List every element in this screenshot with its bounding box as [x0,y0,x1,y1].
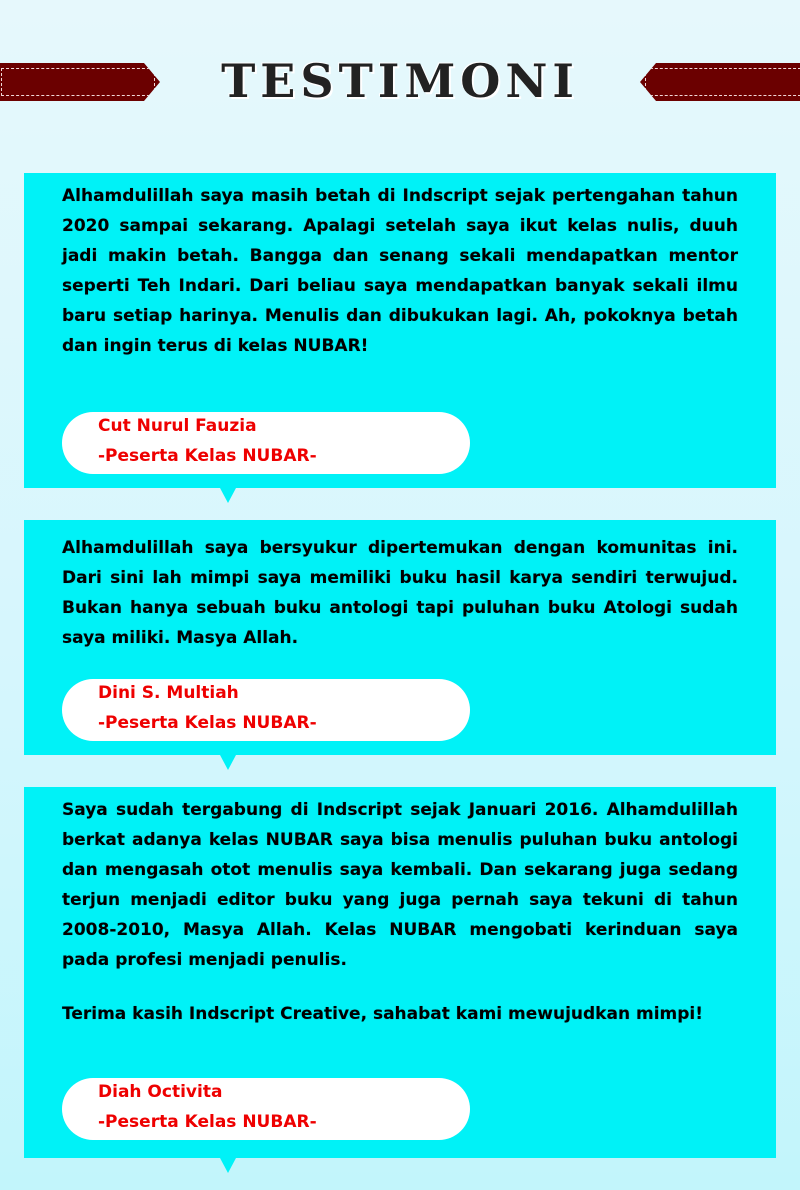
author-name: Dini S. Multiah [98,683,239,703]
testimonial-card-1 [24,173,776,488]
author-role: -Peserta Kelas NUBAR- [98,713,317,733]
testimonial-text: Saya sudah tergabung di Indscript sejak Januari 2016. Alhamdulillah berkat adanya kelas NUBAR saya bisa menulis puluhan buku antologi dan mengasah otot menulis saya kembali. Dan sekarang juga sedang terjun menjadi editor buku yang juga pernah saya tekuni di tahun 2008-2010, Masya Allah. Kelas NUBAR mengobati kerinduan saya pada profesi menjadi penulis. [62,800,738,970]
testimonial-card-3 [24,787,776,1158]
author-role: -Peserta Kelas NUBAR- [98,1112,317,1132]
author-badge [62,1078,470,1140]
author-badge [62,679,470,741]
author-name: Cut Nurul Fauzia [98,416,257,436]
author-role: -Peserta Kelas NUBAR- [98,446,317,466]
page-title: TESTIMONI [221,54,579,108]
author-badge [62,412,470,474]
testimonial-text-closing: Terima kasih Indscript Creative, sahabat kami mewujudkan mimpi! [62,1004,703,1024]
testimonial-card-2 [24,520,776,755]
author-name: Diah Octivita [98,1082,223,1102]
testimonial-text: Alhamdulillah saya bersyukur dipertemukan dengan komunitas ini. Dari sini lah mimpi saya memiliki buku hasil karya sendiri terwujud. Bukan hanya sebuah buku antologi tapi puluhan buku Atologi sudah saya miliki. Masya Allah. [62,538,738,648]
testimonial-text: Alhamdulillah saya masih betah di Indscript sejak pertengahan tahun 2020 sampai sekarang. Apalagi setelah saya ikut kelas nulis, duuh jadi makin betah. Bangga dan senang sekali mendapatkan mentor seperti Teh Indari. Dari beliau saya mendapatkan banyak sekali ilmu baru setiap harinya. Menulis dan dibukukan lagi. Ah, pokoknya betah dan ingin terus di kelas NUBAR! [62,186,738,356]
